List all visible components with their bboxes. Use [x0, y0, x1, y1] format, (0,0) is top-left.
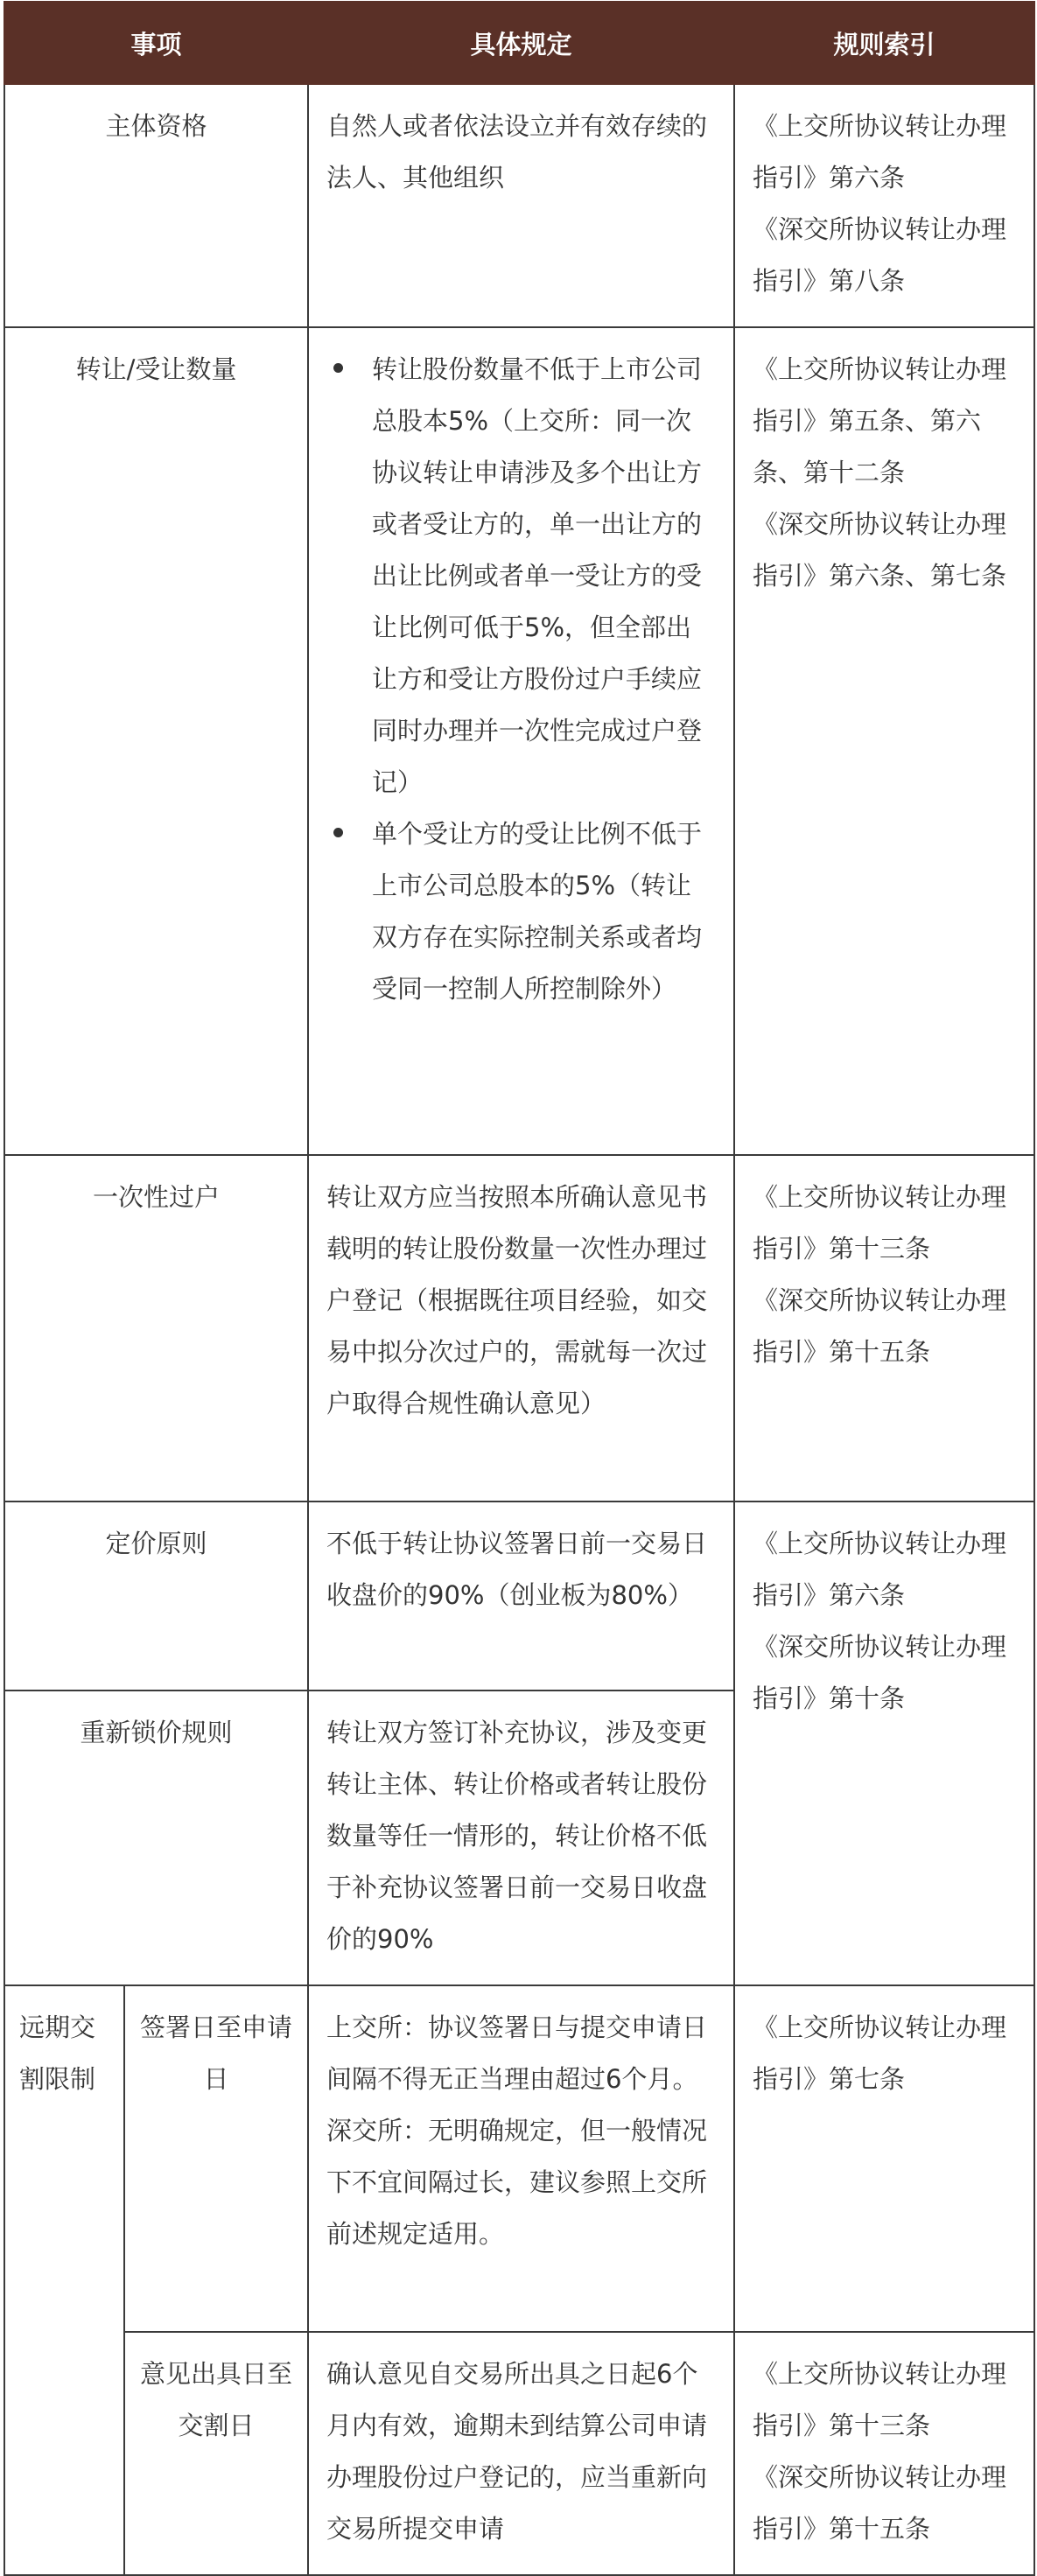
bullet-icon: [333, 363, 343, 373]
row-oneoff: [4, 1155, 1034, 1502]
header-ref: 规则索引: [734, 2, 1034, 84]
row-forward-opinion: [4, 2332, 1034, 2575]
item-quantity: 转让/受让数量: [4, 327, 308, 1155]
row-subject: [4, 84, 1034, 327]
ref-oneoff-1: 《上交所协议转让办理指引》第十三条: [753, 1182, 1007, 1264]
ref-quantity-2: 《深交所协议转让办理指引》第六条、第七条: [753, 509, 1007, 591]
ref-pricing: [734, 1502, 1034, 1985]
list-item: [326, 808, 716, 1015]
ref-subject-2: 《深交所协议转让办理指引》第八条: [753, 214, 1007, 296]
rule-forward-opinion: 确认意见自交易所出具之日起6个月内有效，逾期未到结算公司申请办理股份过户登记的，应当重新向交易所提交申请: [308, 2332, 734, 2575]
bullet-icon: [333, 828, 343, 837]
ref-subject: [734, 84, 1034, 327]
ref-subject-1: 《上交所协议转让办理指引》第六条: [753, 111, 1007, 192]
item-subject: 主体资格: [4, 84, 308, 327]
ref-forward-opinion-1: 《上交所协议转让办理指引》第十三条: [753, 2359, 1007, 2440]
header-item: 事项: [4, 2, 308, 84]
ref-oneoff-2: 《深交所协议转让办理指引》第十五条: [753, 1285, 1007, 1367]
rule-forward-sign-sse: 上交所：协议签署日与提交申请日间隔不得无正当理由超过6个月。: [326, 2012, 708, 2094]
ref-forward-opinion-2: 《深交所协议转让办理指引》第十五条: [753, 2462, 1007, 2544]
rule-forward-sign: [308, 1985, 734, 2332]
ref-forward-sign-1: 《上交所协议转让办理指引》第七条: [753, 2012, 1007, 2094]
bullet-text-1: 转让股份数量不低于上市公司总股本5%（上交所：同一次协议转让申请涉及多个出让方或者受让方的，单一出让方的出让比例或者单一受让方的受让比例可低于5%，但全部出让方和受让方股份过户手续应同时办理并一次性完成过户登记）: [372, 354, 703, 797]
rule-subject: 自然人或者依法设立并有效存续的法人、其他组织: [308, 84, 734, 327]
ref-quantity-1: 《上交所协议转让办理指引》第五条、第六条、第十二条: [753, 354, 1007, 487]
item-relock: 重新锁价规则: [4, 1690, 308, 1985]
ref-forward-opinion: [734, 2332, 1034, 2575]
rule-oneoff: 转让双方应当按照本所确认意见书载明的转让股份数量一次性办理过户登记（根据既往项目经验，如交易中拟分次过户的，需就每一次过户取得合规性确认意见）: [308, 1155, 734, 1502]
list-item: [326, 344, 716, 808]
row-quantity: [4, 327, 1034, 1155]
rule-quantity: [308, 327, 734, 1155]
rule-quantity-list: [326, 344, 716, 1015]
item-forward-opinion: 意见出具日至交割日: [124, 2332, 308, 2575]
ref-forward-sign: [734, 1985, 1034, 2332]
row-pricing: [4, 1502, 1034, 1690]
item-forward-sign: 签署日至申请日: [124, 1985, 308, 2332]
rule-forward-sign-szse: 深交所：无明确规定，但一般情况下不宜间隔过长，建议参照上交所前述规定适用。: [326, 2116, 708, 2249]
ref-oneoff: [734, 1155, 1034, 1502]
row-forward-sign: [4, 1985, 1034, 2332]
bullet-text-2: 单个受让方的受让比例不低于上市公司总股本的5%（转让双方存在实际控制关系或者均受同一控制人所控制除外）: [372, 819, 703, 1004]
item-forward-group: 远期交割限制: [4, 1985, 124, 2575]
header-rule: 具体规定: [308, 2, 734, 84]
rule-pricing: 不低于转让协议签署日前一交易日收盘价的90%（创业板为80%）: [308, 1502, 734, 1690]
ref-quantity: [734, 327, 1034, 1155]
ref-pricing-2: 《深交所协议转让办理指引》第十条: [753, 1632, 1007, 1713]
header-row: [4, 2, 1034, 84]
rule-relock: 转让双方签订补充协议，涉及变更转让主体、转让价格或者转让股份数量等任一情形的，转让价格不低于补充协议签署日前一交易日收盘价的90%: [308, 1690, 734, 1985]
item-pricing: 定价原则: [4, 1502, 308, 1690]
ref-pricing-1: 《上交所协议转让办理指引》第六条: [753, 1529, 1007, 1610]
regulation-table: [4, 1, 1035, 2576]
item-oneoff: 一次性过户: [4, 1155, 308, 1502]
